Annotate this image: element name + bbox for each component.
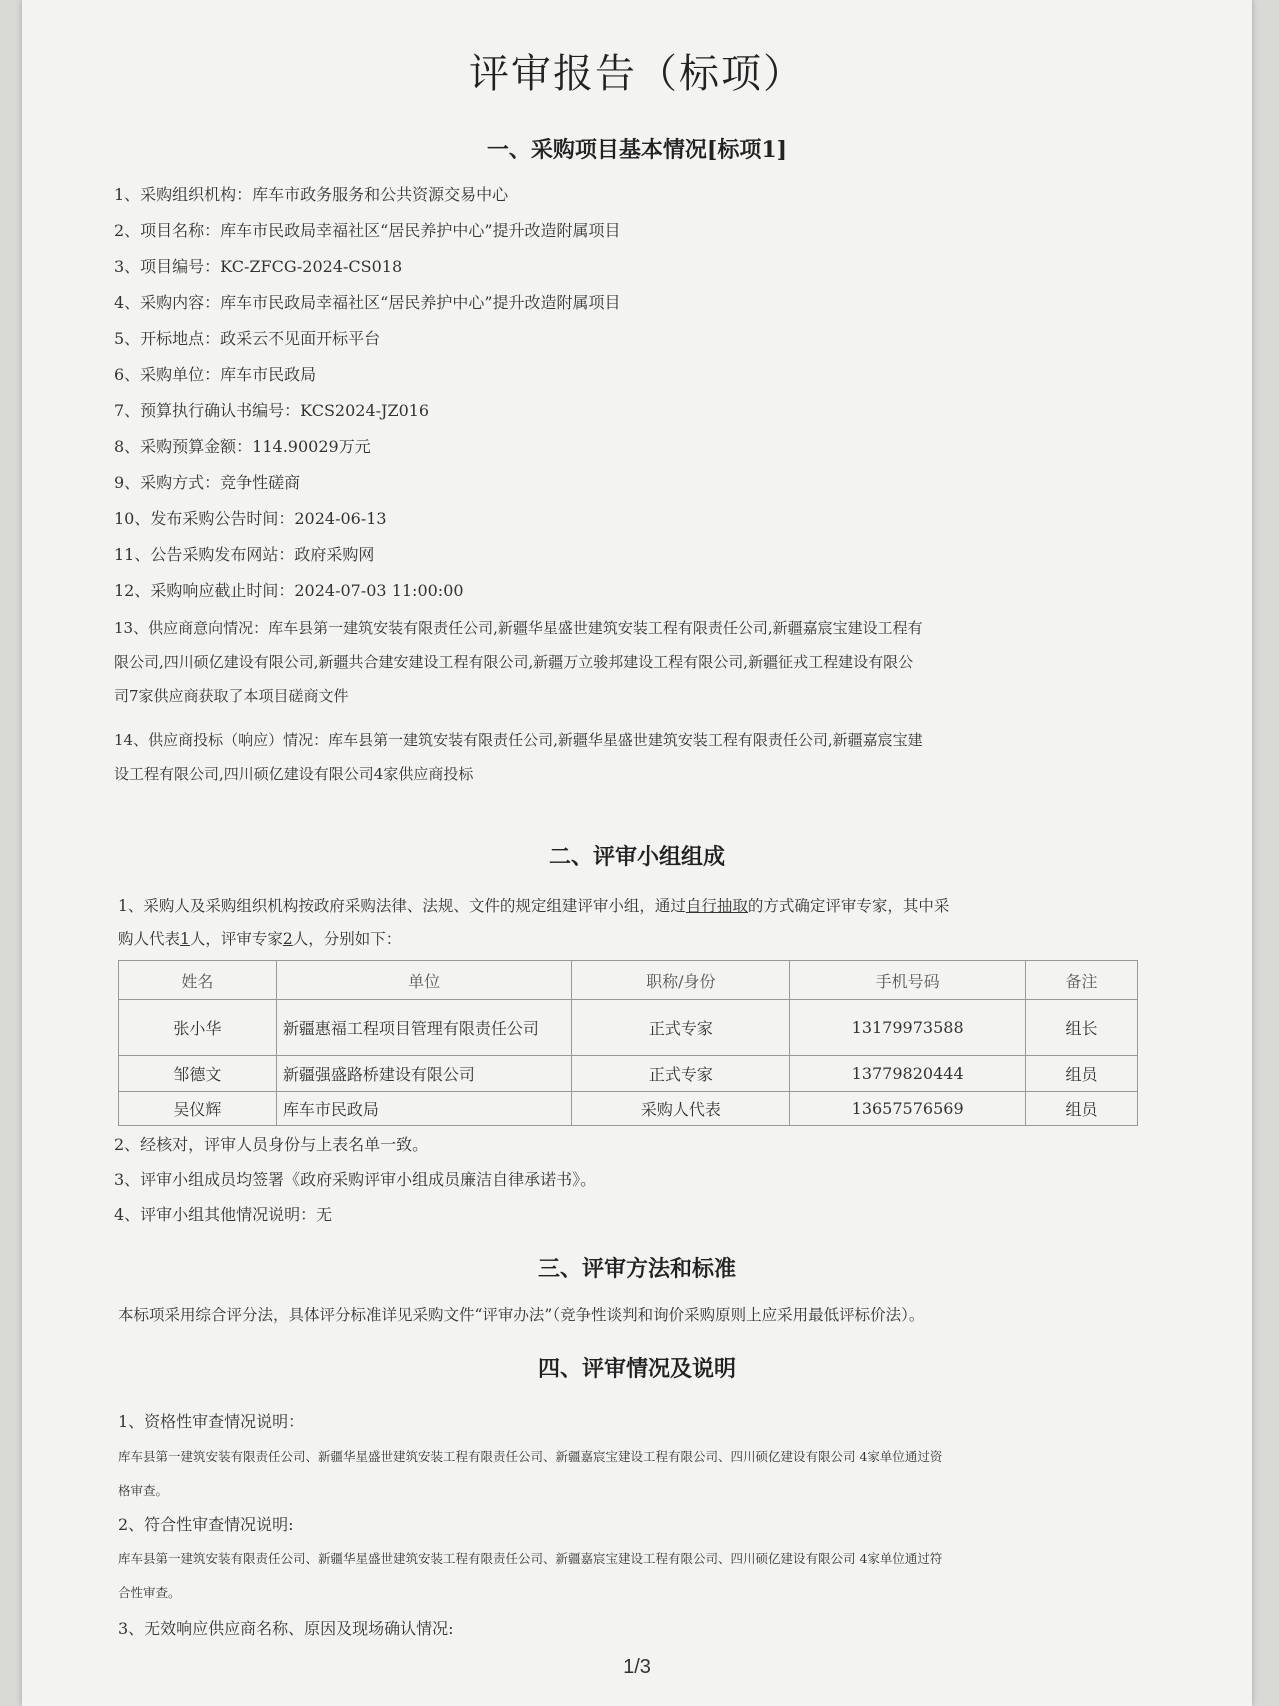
item-13-line-1: 13、供应商意向情况：库车县第一建筑安装有限责任公司,新疆华星盛世建筑安装工程有限责任公司,新疆嘉宸宝建设工程有: [114, 619, 923, 637]
item-10: 10、发布采购公告时间：2024-06-13: [114, 509, 387, 528]
table-header-row: [119, 961, 1138, 1000]
cell-title: 正式专家: [572, 1056, 790, 1092]
item-9: 9、采购方式：竞争性磋商: [114, 473, 301, 492]
item-3: 3、项目编号：KC-ZFCG-2024-CS018: [114, 257, 403, 276]
intro-text-b: 的方式确定评审专家，其中采: [747, 897, 950, 915]
section1-heading: 一、采购项目基本情况[标项1]: [486, 137, 788, 163]
qualification-heading: 1、资格性审查情况说明：: [118, 1412, 305, 1431]
section2-item-2: 2、经核对，评审人员身份与上表名单一致。: [114, 1135, 429, 1154]
item-5: 5、开标地点：政采云不见面开标平台: [114, 329, 381, 348]
item-7: 7、预算执行确认书编号：KCS2024-JZ016: [114, 401, 430, 420]
section2-item-3: 3、评审小组成员均签署《政府采购评审小组成员廉洁自律承诺书》。: [114, 1170, 597, 1189]
cell-unit: 新疆强盛路桥建设有限公司: [276, 1056, 572, 1092]
item-14-line-1: 14、供应商投标（响应）情况：库车县第一建筑安装有限责任公司,新疆华星盛世建筑安装工程有限责任公司,新疆嘉宸宝建: [114, 731, 923, 749]
intro-text-d: 人，评审专家: [189, 930, 283, 948]
item-8: 8、采购预算金额：114.90029万元: [114, 437, 371, 456]
conformity-text-line-2: 合性审查。: [118, 1585, 181, 1600]
col-header-note: 备注: [1026, 961, 1138, 1000]
expert-count: 2: [282, 930, 293, 948]
section2-intro-line-1: [118, 890, 949, 923]
item-11: 11、公告采购发布网站：政府采购网: [114, 545, 375, 564]
selection-method: 自行抽取: [685, 897, 748, 915]
table-row: [119, 1000, 1138, 1056]
section2-intro-line-2: [118, 923, 401, 956]
qualification-text-line-2: 格审查。: [118, 1483, 169, 1498]
section3-heading: 三、评审方法和标准: [537, 1256, 736, 1282]
conformity-text-line-1: 库车县第一建筑安装有限责任公司、新疆华星盛世建筑安装工程有限责任公司、新疆嘉宸宝建设工程有限公司、四川硕亿建设有限公司 4家单位通过符: [118, 1551, 943, 1566]
cell-name: 张小华: [119, 1000, 277, 1056]
table-row: [119, 1092, 1138, 1126]
item-13-line-3: 司7家供应商获取了本项目磋商文件: [114, 687, 349, 705]
page-number: 1/3: [623, 1656, 651, 1678]
cell-unit: 新疆惠福工程项目管理有限责任公司: [276, 1000, 572, 1056]
item-14-line-2: 设工程有限公司,四川硕亿建设有限公司4家供应商投标: [114, 765, 474, 783]
col-header-title: 职称/身份: [572, 961, 790, 1000]
cell-phone: 13779820444: [790, 1056, 1026, 1092]
section2-heading: 二、评审小组组成: [548, 844, 725, 870]
qualification-text-line-1: 库车县第一建筑安装有限责任公司、新疆华星盛世建筑安装工程有限责任公司、新疆嘉宸宝建设工程有限公司、四川硕亿建设有限公司 4家单位通过资: [118, 1449, 943, 1464]
col-header-phone: 手机号码: [790, 961, 1026, 1000]
item-1: 1、采购组织机构：库车市政务服务和公共资源交易中心: [114, 185, 509, 204]
conformity-heading: 2、符合性审查情况说明:: [118, 1515, 294, 1534]
item-13-line-2: 限公司,四川硕亿建设有限公司,新疆共合建安建设工程有限公司,新疆万立骏邦建设工程有限公司,新疆征戎工程建设有限公: [114, 653, 914, 671]
section4-heading: 四、评审情况及说明: [537, 1356, 736, 1382]
cell-phone: 13657576569: [790, 1092, 1026, 1126]
col-header-name: 姓名: [119, 961, 277, 1000]
intro-text-c: 购人代表: [118, 930, 181, 948]
document-page: [22, 0, 1252, 1706]
intro-text-a: 1、采购人及采购组织机构按政府采购法律、法规、文件的规定组建评审小组，通过: [118, 897, 686, 915]
item-2: 2、项目名称：库车市民政局幸福社区“居民养护中心”提升改造附属项目: [114, 221, 621, 240]
invalid-response-heading: 3、无效响应供应商名称、原因及现场确认情况:: [118, 1619, 454, 1638]
cell-name: 吴仪辉: [119, 1092, 277, 1126]
cell-note: 组员: [1026, 1092, 1138, 1126]
cell-note: 组员: [1026, 1056, 1138, 1092]
table-row: [119, 1056, 1138, 1092]
cell-phone: 13179973588: [790, 1000, 1026, 1056]
expert-table: [118, 960, 1138, 1126]
col-header-unit: 单位: [276, 961, 572, 1000]
rep-count: 1: [180, 930, 190, 948]
report-title: 评审报告（标项）: [469, 51, 805, 97]
cell-note: 组长: [1026, 1000, 1138, 1056]
cell-title: 采购人代表: [572, 1092, 790, 1126]
item-6: 6、采购单位：库车市民政局: [114, 365, 317, 384]
cell-name: 邹德文: [119, 1056, 277, 1092]
item-4: 4、采购内容：库车市民政局幸福社区“居民养护中心”提升改造附属项目: [114, 293, 621, 312]
section3-text: 本标项采用综合评分法，具体评分标准详见采购文件“评审办法”（竞争性谈判和询价采购原则上应采用最低评标价法）。: [118, 1306, 925, 1324]
cell-title: 正式专家: [572, 1000, 790, 1056]
cell-unit: 库车市民政局: [276, 1092, 572, 1126]
intro-text-e: 人，分别如下：: [292, 930, 402, 948]
section2-item-4: 4、评审小组其他情况说明：无: [114, 1205, 333, 1224]
item-12: 12、采购响应截止时间：2024-07-03 11:00:00: [114, 581, 464, 600]
